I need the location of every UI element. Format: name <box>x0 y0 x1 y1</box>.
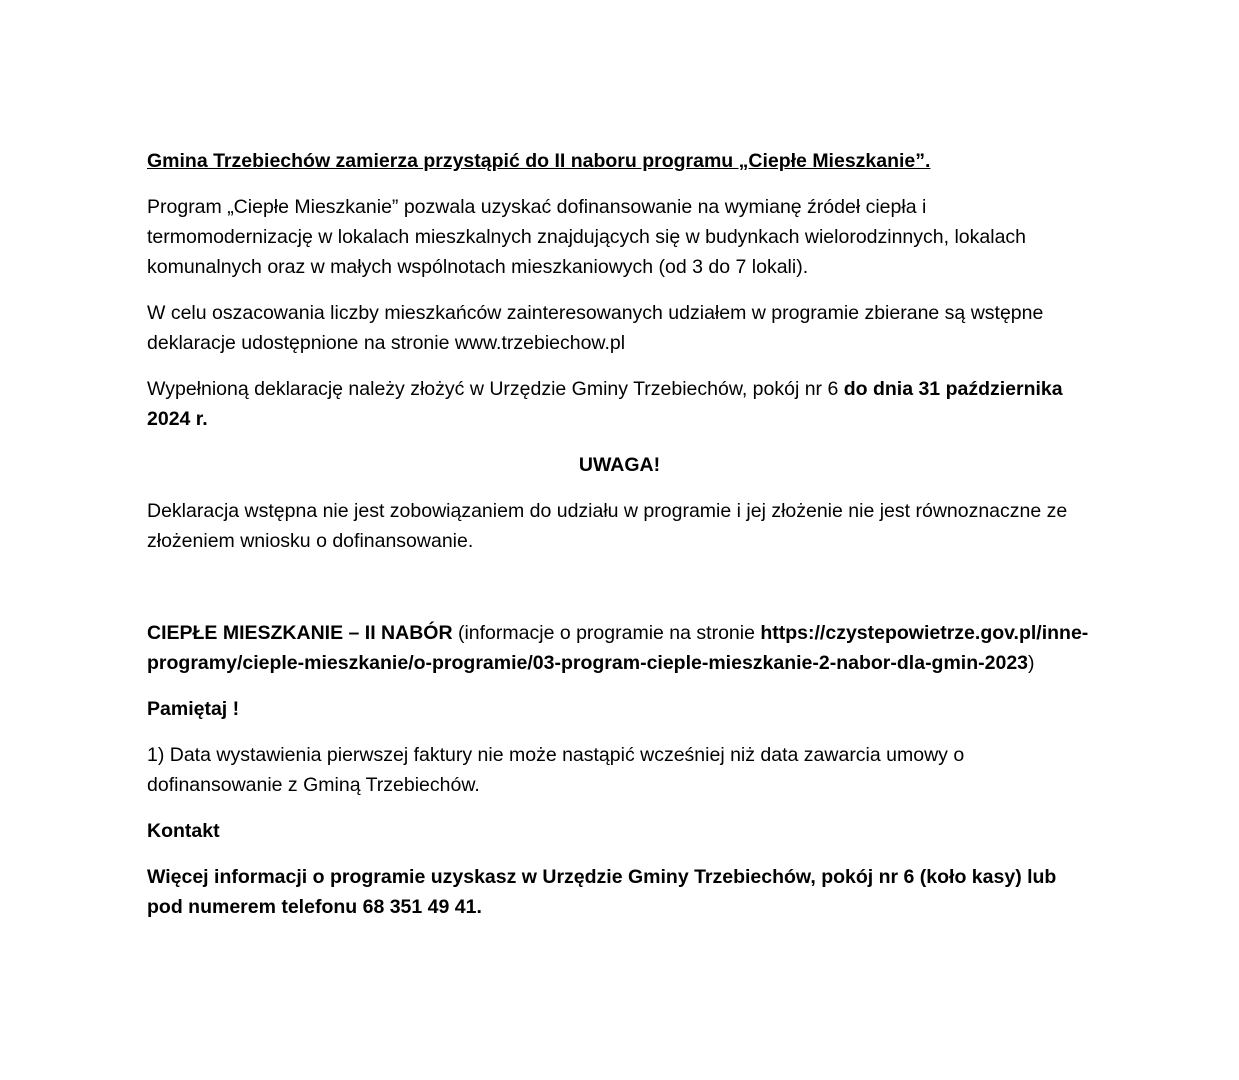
submission-text: Wypełnioną deklarację należy złożyć w Urzędzie Gminy Trzebiechów, pokój nr 6 <box>147 378 844 400</box>
warning-heading: UWAGA! <box>578 454 661 476</box>
deadline-text: do dnia 31 października 2024 r. <box>147 378 1063 430</box>
program-description: Program „Ciepłe Mieszkanie” pozwala uzyskać dofinansowanie na wymianę źródeł ciepła i termomodernizację w lokalach mieszkalnych znajdujących się w budynkach wielorodzinnych, lokalach komunalnych oraz w małych wspólnotach mieszkaniowych (od 3 do 7 lokali). <box>147 196 1027 278</box>
spacer <box>147 572 1092 618</box>
program-info-prefix: (informacje o programie na stronie <box>452 622 761 644</box>
contact-text: Więcej informacji o programie uzyskasz w Urzędzie Gminy Trzebiechów, pokój nr 6 (koło kasy) lub pod numerem telefonu 68 351 49 41. <box>147 866 1057 918</box>
remember-item-1: 1) Data wystawienia pierwszej faktury nie może nastąpić wcześniej niż data zawarcia umowy o dofinansowanie z Gminą Trzebiechów. <box>147 744 965 796</box>
document-title: Gmina Trzebiechów zamierza przystąpić do II naboru programu „Ciepłe Mieszkanie”. <box>147 150 931 172</box>
remember-heading: Pamiętaj ! <box>147 698 240 720</box>
submission-info <box>147 374 1092 434</box>
warning-text: Deklaracja wstępna nie jest zobowiązaniem do udziału w programie i jej złożenie nie jest równoznaczne ze złożeniem wniosku o dofinansowanie. <box>147 500 1068 552</box>
program-info-suffix: ) <box>1028 652 1035 674</box>
contact-heading: Kontakt <box>147 820 220 842</box>
document-page <box>147 146 1092 938</box>
declaration-info: W celu oszacowania liczby mieszkańców zainteresowanych udziałem w programie zbierane są wstępne deklaracje udostępnione na stronie www.trzebiechow.pl <box>147 302 1044 354</box>
program-heading: CIEPŁE MIESZKANIE – II NABÓR <box>147 622 453 644</box>
program-url-link[interactable]: https://czystepowietrze.gov.pl/inne-programy/cieple-mieszkanie/o-programie/03-program-cieple-mieszkanie-2-nabor-dla-gmin-2023 <box>147 622 1089 674</box>
program-info <box>147 618 1092 678</box>
